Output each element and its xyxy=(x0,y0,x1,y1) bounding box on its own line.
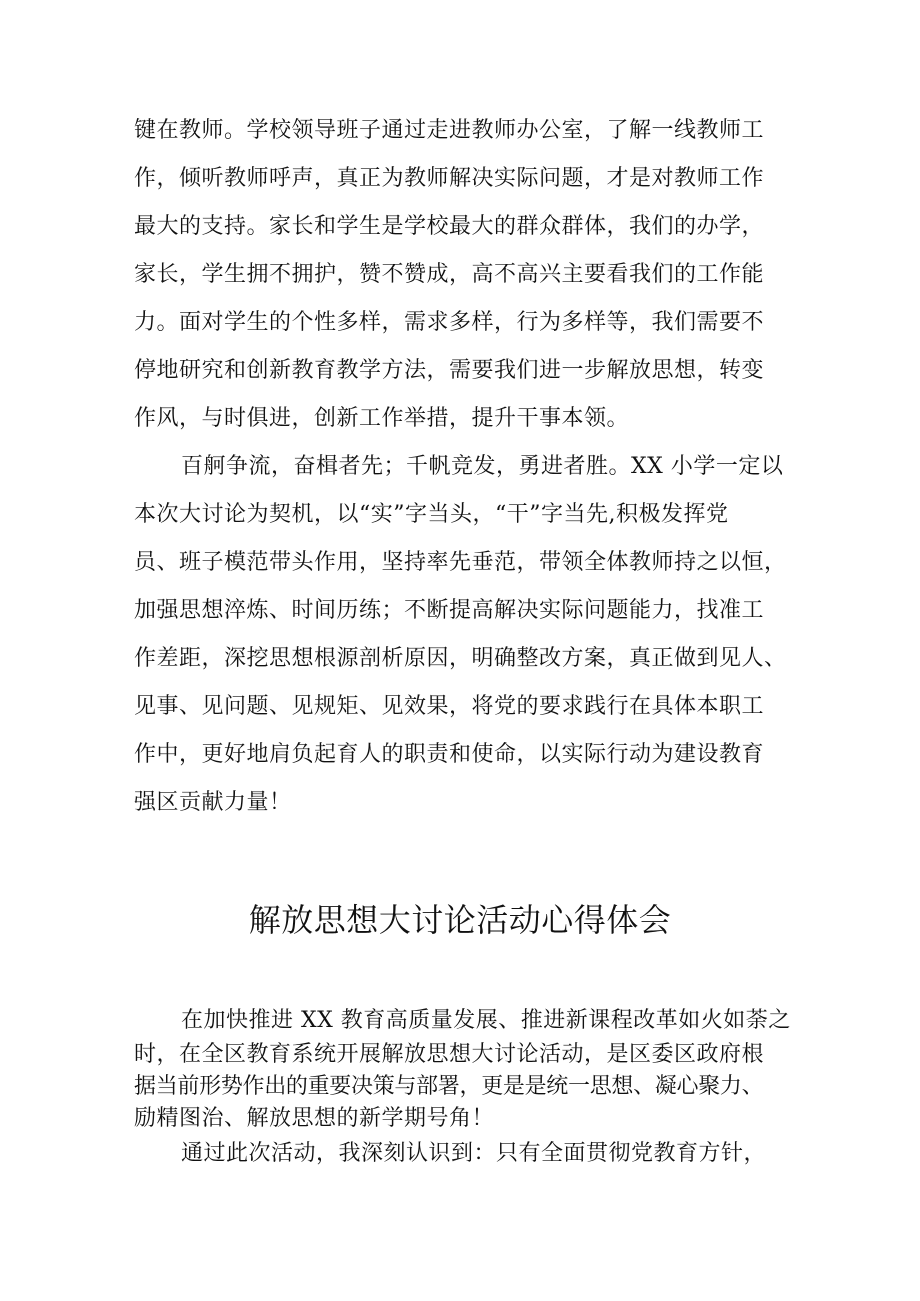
paragraph-line: 在加快推进 XX 教育高质量发展、推进新课程改革如火如荼之 xyxy=(181,1008,791,1033)
paragraph-line: 见事、见问题、见规矩、见效果，将党的要求践行在具体本职工 xyxy=(134,694,765,719)
paragraph-line: 百舸争流，奋楫者先；千帆竞发，勇进者胜。XX 小学一定以 xyxy=(181,454,784,479)
paragraph-line: 强区贡献力量！ xyxy=(134,790,292,815)
paragraph-line: 加强思想淬炼、时间历练；不断提高解决实际问题能力，找准工 xyxy=(134,598,765,623)
paragraph-line: 键在教师。学校领导班子通过走进教师办公室，了解一线教师工 xyxy=(134,118,765,143)
paragraph-line: 员、班子模范带头作用，坚持率先垂范，带领全体教师持之以恒， xyxy=(134,550,787,575)
paragraph-line: 作风，与时俱进，创新工作举措，提升干事本领。 xyxy=(134,406,630,431)
paragraph-line: 作差距，深挖思想根源剖析原因，明确整改方案，真正做到见人、 xyxy=(134,646,787,671)
paragraph-line: 停地研究和创新教育教学方法，需要我们进一步解放思想，转变 xyxy=(134,358,765,383)
paragraph-line: 据当前形势作出的重要决策与部署，更是是统一思想、凝心聚力、 xyxy=(134,1074,764,1099)
paragraph-line: 作，倾听教师呼声，真正为教师解决实际问题，才是对教师工作 xyxy=(134,166,765,191)
article-title: 解放思想大讨论活动心得体会 xyxy=(248,901,672,939)
paragraph-line: 本次大讨论为契机，以“实”字当头，“干”字当先,积极发挥党 xyxy=(134,502,729,527)
paragraph-line: 力。面对学生的个性多样，需求多样，行为多样等，我们需要不 xyxy=(134,310,765,335)
paragraph-line: 通过此次活动，我深刻认识到：只有全面贯彻党教育方针， xyxy=(181,1141,767,1166)
paragraph-line: 最大的支持。家长和学生是学校最大的群众群体，我们的办学， xyxy=(134,214,765,239)
paragraph-line: 作中，更好地肩负起育人的职责和使命，以实际行动为建设教育 xyxy=(134,742,765,767)
paragraph-line: 家长，学生拥不拥护，赞不赞成，高不高兴主要看我们的工作能 xyxy=(134,262,765,287)
paragraph-line: 时，在全区教育系统开展解放思想大讨论活动，是区委区政府根 xyxy=(134,1042,765,1067)
paragraph-line: 励精图治、解放思想的新学期号角！ xyxy=(134,1106,495,1131)
